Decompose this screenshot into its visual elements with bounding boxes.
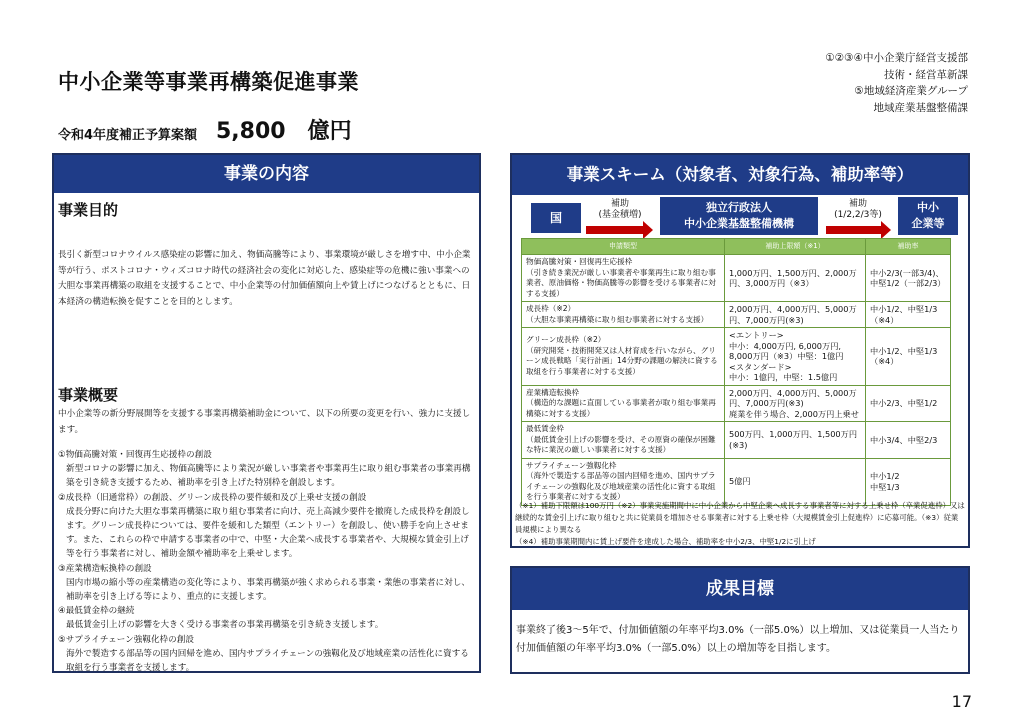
- flow-agency: [660, 197, 818, 235]
- dept-line: ①②③④中小企業庁経営支援部: [825, 52, 968, 64]
- row-rate: 中小2/3(一部3/4)、中堅1/2（一部2/3）: [866, 255, 951, 302]
- item-head: ④最低賃金枠の継続: [58, 606, 135, 617]
- item-head: ③産業構造転換枠の創設: [58, 563, 152, 574]
- row-rate: 中小1/2、中堅1/3（※4）: [866, 328, 951, 386]
- flow-target: [898, 197, 958, 235]
- column-header: 補助率: [866, 239, 951, 255]
- item-body: 新型コロナの影響に加え、物価高騰等により業況が厳しい事業者や事業再生に取り組む事業者の事業再構築を引き続き支援するため、補助率を引き上げた特別枠を創設します。: [66, 464, 471, 489]
- flow-subsidy2: [822, 199, 894, 221]
- budget-label: 令和4年度補正予算案額: [58, 128, 198, 143]
- item-head: ①物価高騰対策・回復再生応援枠の創設: [58, 450, 212, 460]
- content-header: 事業の内容: [54, 155, 479, 193]
- scheme-notes: [515, 500, 965, 548]
- target-line: 企業等: [911, 217, 945, 230]
- dept-line: ⑤地域経済産業グループ: [854, 85, 968, 97]
- table-header-row: [522, 239, 951, 255]
- dept-line: 地域産業基盤整備課: [873, 101, 968, 114]
- scheme-table: [521, 238, 951, 506]
- table-row: [522, 385, 951, 422]
- row-rate: 中小1/2 中堅1/3: [866, 458, 951, 505]
- row-rate: 中小3/4、中堅2/3: [866, 422, 951, 459]
- agency-line: 中小企業基盤整備機構: [684, 217, 794, 230]
- page-number: 17: [951, 692, 972, 711]
- purpose-title: 事業目的: [58, 201, 119, 219]
- note: （※4）補助事業期間内に賃上げ要件を達成した場合、補助率を中小2/3、中堅1/2に引上げ: [515, 537, 816, 546]
- purpose-text: 長引く新型コロナウイルス感染症の影響に加え、物価高騰等により、事業環境が厳しさを増す中、中小企業等が行う、ポストコロナ・ウィズコロナ時代の経済社会の変化に対応した、感染症等の危機に強い事業への大胆な事業再構築の取組を支援することで、中小企業等の付加価値額向上や賃上げにつなげるとともに、日本経済の構造転換を促すことを目的とします。: [58, 250, 471, 307]
- row-limit: <エントリー> 中小：4,000万円, 6,000万円, 8,000万円（※3）中堅：1億円 <スタンダード> 中小：1億円，中堅：1.5億円: [725, 328, 866, 386]
- overview-intro: 中小企業等の新分野展開等を支援する事業再構築補助金について、以下の所要の変更を行い、強力に支援します。: [58, 409, 471, 435]
- budget-value: 5,800 億円: [216, 119, 352, 144]
- item-body: 成長分野に向けた大胆な事業再構築に取り組む事業者に向け、売上高減少要件を撤廃した成長枠を創設します。グリーン成長枠については、要件を緩和した類型（エントリー）を創設し、使い勝手を向上させます。また、これらの枠で申請する事業者の中で、中堅・大企業へ成長する事業者や、大規模な賃金引上げ等を行う事業者に対し、補助金額や補助率を上乗せします。: [66, 506, 470, 560]
- row-rate: 中小2/3、中堅1/2: [866, 385, 951, 422]
- row-type: 産業構造転換枠 （構造的な課題に直面している事業者が取り組む事業再構築に対する支援）: [522, 385, 725, 422]
- subsidy1-label: 補助: [610, 199, 629, 209]
- note: （※1）補助下限額は100万円（※2）事業実施期間中に中小企業から中堅企業へ成長する事業者等に対する上乗せ枠（卒業促進枠）又は継続的な賃金引上げに取り組むと共に従業員を増加させる事業者に対する上乗せ枠（大規模賃金引上促進枠）に応募可能。（※3）従業員規模により異なる: [515, 501, 965, 534]
- row-limit: 2,000万円、4,000万円、5,000万円、7,000万円(※3): [725, 302, 866, 328]
- row-type: 最低賃金枠 （最低賃金引上げの影響を受け、その原資の確保が困難な特に業況の厳しい事業者に対する支援）: [522, 422, 725, 459]
- table-row: [522, 302, 951, 328]
- subsidy2-sub: (1/2,2/3等): [834, 210, 882, 220]
- item-body: 最低賃金引上げの影響を大きく受ける事業者の事業再構築を引き続き支援します。: [66, 620, 384, 631]
- content-panel: [52, 153, 481, 673]
- item-body: 国内市場の縮小等の産業構造の変化等により、事業再構築が強く求められる事業・業態の事業者に対し、補助率を引き上げる等により、重点的に支援します。: [66, 577, 470, 603]
- table-row: [522, 422, 951, 459]
- row-limit: 500万円、1,000万円、1,500万円(※3): [725, 422, 866, 459]
- department-info: [825, 50, 968, 116]
- overview-items: [54, 448, 479, 675]
- flow-arrow-2: [826, 226, 882, 234]
- item-body: 海外で製造する部品等の国内回帰を進め、国内サプライチェーンの強靱化及び地域産業の活性化に資する取組を行う事業者を支援します。: [66, 648, 469, 674]
- flow-kuni: 国: [531, 203, 581, 233]
- overview-title: 事業概要: [58, 386, 119, 404]
- item-head: ⑤サプライチェーン強靱化枠の創設: [58, 634, 194, 645]
- target-line: 中小: [917, 201, 939, 214]
- scheme-header: 事業スキーム（対象者、対象行為、補助率等）: [512, 155, 968, 195]
- goal-text: 事業終了後3～5年で、付加価値額の年率平均3.0%（一部5.0%）以上増加、又は従業員一人当たり付加価値額の年率平均3.0%（一部5.0%）以上の増加等を目指します。: [516, 625, 960, 654]
- goal-panel: [510, 566, 970, 674]
- subsidy2-label: 補助: [848, 199, 867, 209]
- agency-line: 独立行政法人: [706, 201, 772, 214]
- page-title: 中小企業等事業再構築促進事業: [58, 70, 359, 94]
- subsidy1-sub: (基金積増): [598, 210, 642, 220]
- row-type: 物価高騰対策・回復再生応援枠 （引き続き業況が厳しい事業者や事業再生に取り組む事業者、原油価格・物価高騰等の影響を受ける事業者に対する支援）: [522, 255, 725, 302]
- table-row: [522, 328, 951, 386]
- row-limit: 5億円: [725, 458, 866, 505]
- dept-line: 技術・経営革新課: [884, 68, 968, 81]
- item-head: ②成長枠（旧通常枠）の創設、グリーン成長枠の要件緩和及び上乗せ支援の創設: [58, 492, 367, 503]
- row-rate: 中小1/2、中堅1/3（※4）: [866, 302, 951, 328]
- row-limit: 2,000万円、4,000万円、5,000万円、7,000万円(※3) 廃業を伴う場合、2,000万円上乗せ: [725, 385, 866, 422]
- table-row: [522, 255, 951, 302]
- column-header: 補助上限額（※1）: [725, 239, 866, 255]
- row-type: サプライチェーン強靱化枠 （海外で製造する部品等の国内回帰を進め、国内サプライチェーンの強靱化及び地域産業の活性化に資する取組を行う事業者に対する支援）: [522, 458, 725, 505]
- table-row: [522, 458, 951, 505]
- column-header: 申請類型: [522, 239, 725, 255]
- flow-arrow-1: [586, 226, 644, 234]
- row-type: 成長枠（※2） （大胆な事業再構築に取り組む事業者に対する支援）: [522, 302, 725, 328]
- flow-subsidy1: [584, 199, 656, 221]
- goal-header: 成果目標: [512, 568, 968, 610]
- row-type: グリーン成長枠（※2） （研究開発・技術開発又は人材育成を行いながら、グリーン成長戦略「実行計画」14分野の課題の解決に資する取組を行う事業者に対する支援）: [522, 328, 725, 386]
- row-limit: 1,000万円、1,500万円、2,000万円、3,000万円（※3）: [725, 255, 866, 302]
